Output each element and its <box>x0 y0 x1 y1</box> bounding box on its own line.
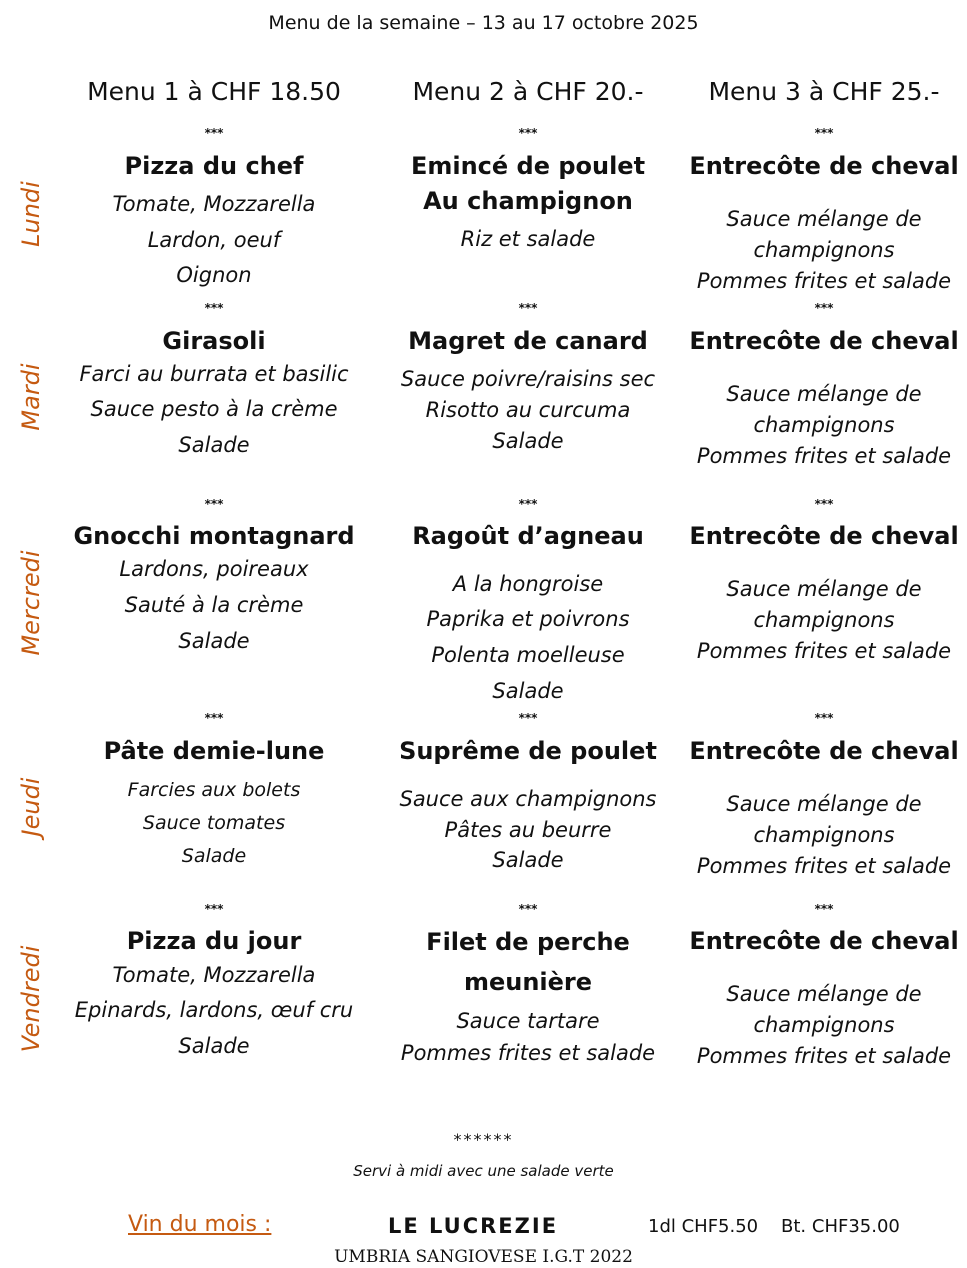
separator: *** <box>518 126 538 140</box>
wine-subtitle: UMBRIA SANGIOVESE I.G.T 2022 <box>334 1247 633 1267</box>
dish-detail: Paprika et poivrons <box>426 607 630 631</box>
day-label-mercredi: Mercredi <box>17 550 45 656</box>
dish-title: Ragoût d’agneau <box>412 522 644 550</box>
wine-price: 1dl CHF5.50 Bt. CHF35.00 <box>648 1216 900 1237</box>
dish-detail: Lardons, poireaux <box>119 557 309 581</box>
footer-separator: ****** <box>453 1130 514 1149</box>
dish-detail: Riz et salade <box>460 227 596 251</box>
dish-detail: Sauce tartare <box>456 1009 600 1033</box>
separator: *** <box>814 902 834 916</box>
dish-title: Entrecôte de cheval <box>689 737 959 765</box>
dish-title: Pizza du jour <box>126 927 302 955</box>
dish-detail: Pommes frites et salade <box>696 444 952 468</box>
menu-2-header: Menu 2 à CHF 20.- <box>412 77 644 106</box>
day-label-jeudi: Jeudi <box>17 777 45 837</box>
separator: *** <box>518 301 538 315</box>
dish-detail: Sauce poivre/raisins sec <box>400 367 656 391</box>
dish-detail: Pommes frites et salade <box>696 639 952 663</box>
separator: *** <box>814 126 834 140</box>
dish-title: Entrecôte de cheval <box>689 522 959 550</box>
separator: *** <box>204 301 224 315</box>
dish-detail: Farci au burrata et basilic <box>79 362 349 386</box>
dish-title: Gnocchi montagnard <box>73 522 355 550</box>
dish-detail: Pommes frites et salade <box>400 1041 656 1065</box>
dish-detail: Oignon <box>176 263 252 287</box>
dish-detail: Salade <box>492 848 564 872</box>
menu-3-header: Menu 3 à CHF 25.- <box>708 77 940 106</box>
day-label-lundi: Lundi <box>17 181 45 247</box>
dish-title: meunière <box>463 968 593 996</box>
separator: *** <box>204 497 224 511</box>
dish-detail: champignons <box>753 413 895 437</box>
dish-title: Filet de perche <box>426 928 630 956</box>
dish-detail: Sauce aux champignons <box>399 787 657 811</box>
separator: *** <box>814 497 834 511</box>
dish-detail: Pâtes au beurre <box>444 818 612 842</box>
dish-detail: Pommes frites et salade <box>696 1044 952 1068</box>
dish-title: Emincé de poulet <box>410 152 646 180</box>
dish-title: Entrecôte de cheval <box>689 327 959 355</box>
dish-title: Magret de canard <box>408 327 648 355</box>
dish-detail: Risotto au curcuma <box>425 398 631 422</box>
dish-detail: Sauce tomates <box>142 812 286 834</box>
dish-detail: Lardon, oeuf <box>147 228 281 252</box>
dish-detail: Sauce mélange de <box>726 982 922 1006</box>
dish-detail: Salade <box>178 1034 250 1058</box>
dish-detail: champignons <box>753 608 895 632</box>
dish-detail: Polenta moelleuse <box>431 643 625 667</box>
dish-title: Entrecôte de cheval <box>689 152 959 180</box>
wine-name: LE LUCREZIE <box>388 1214 559 1238</box>
dish-detail: Pommes frites et salade <box>696 269 952 293</box>
dish-detail: champignons <box>753 823 895 847</box>
separator: *** <box>204 902 224 916</box>
dish-detail: Sauce mélange de <box>726 577 922 601</box>
dish-detail: Sauce pesto à la crème <box>90 397 338 421</box>
wine-label: Vin du mois : <box>128 1212 272 1237</box>
day-label-mardi: Mardi <box>17 363 45 431</box>
separator: *** <box>204 126 224 140</box>
dish-title: Suprême de poulet <box>399 737 657 765</box>
dish-detail: A la hongroise <box>452 572 604 596</box>
separator: *** <box>518 902 538 916</box>
dish-detail: Sauce mélange de <box>726 792 922 816</box>
menu-1-header: Menu 1 à CHF 18.50 <box>87 77 341 106</box>
dish-detail: Tomate, Mozzarella <box>112 192 316 216</box>
footer-note: Servi à midi avec une salade verte <box>353 1162 614 1180</box>
dish-detail: Salade <box>178 629 250 653</box>
dish-title: Pizza du chef <box>124 152 304 180</box>
separator: *** <box>814 301 834 315</box>
dish-detail: Sauce mélange de <box>726 207 922 231</box>
dish-detail: Salade <box>178 433 250 457</box>
separator: *** <box>518 711 538 725</box>
dish-title: Au champignon <box>423 187 633 215</box>
dish-title: Girasoli <box>162 327 266 355</box>
separator: *** <box>204 711 224 725</box>
dish-detail: Farcies aux bolets <box>127 779 301 801</box>
dish-detail: champignons <box>753 1013 895 1037</box>
separator: *** <box>814 711 834 725</box>
dish-detail: Salade <box>492 679 564 703</box>
dish-detail: Sauce mélange de <box>726 382 922 406</box>
dish-detail: champignons <box>753 238 895 262</box>
dish-detail: Tomate, Mozzarella <box>112 963 316 987</box>
dish-detail: Epinards, lardons, œuf cru <box>74 998 354 1022</box>
dish-title: Pâte demie-lune <box>103 737 325 765</box>
day-label-vendredi: Vendredi <box>17 945 45 1053</box>
dish-detail: Salade <box>181 845 247 867</box>
separator: *** <box>518 497 538 511</box>
page-title: Menu de la semaine – 13 au 17 octobre 2025 <box>268 12 699 34</box>
dish-detail: Sauté à la crème <box>124 593 304 617</box>
dish-detail: Salade <box>492 429 564 453</box>
dish-detail: Pommes frites et salade <box>696 854 952 878</box>
dish-title: Entrecôte de cheval <box>689 927 959 955</box>
